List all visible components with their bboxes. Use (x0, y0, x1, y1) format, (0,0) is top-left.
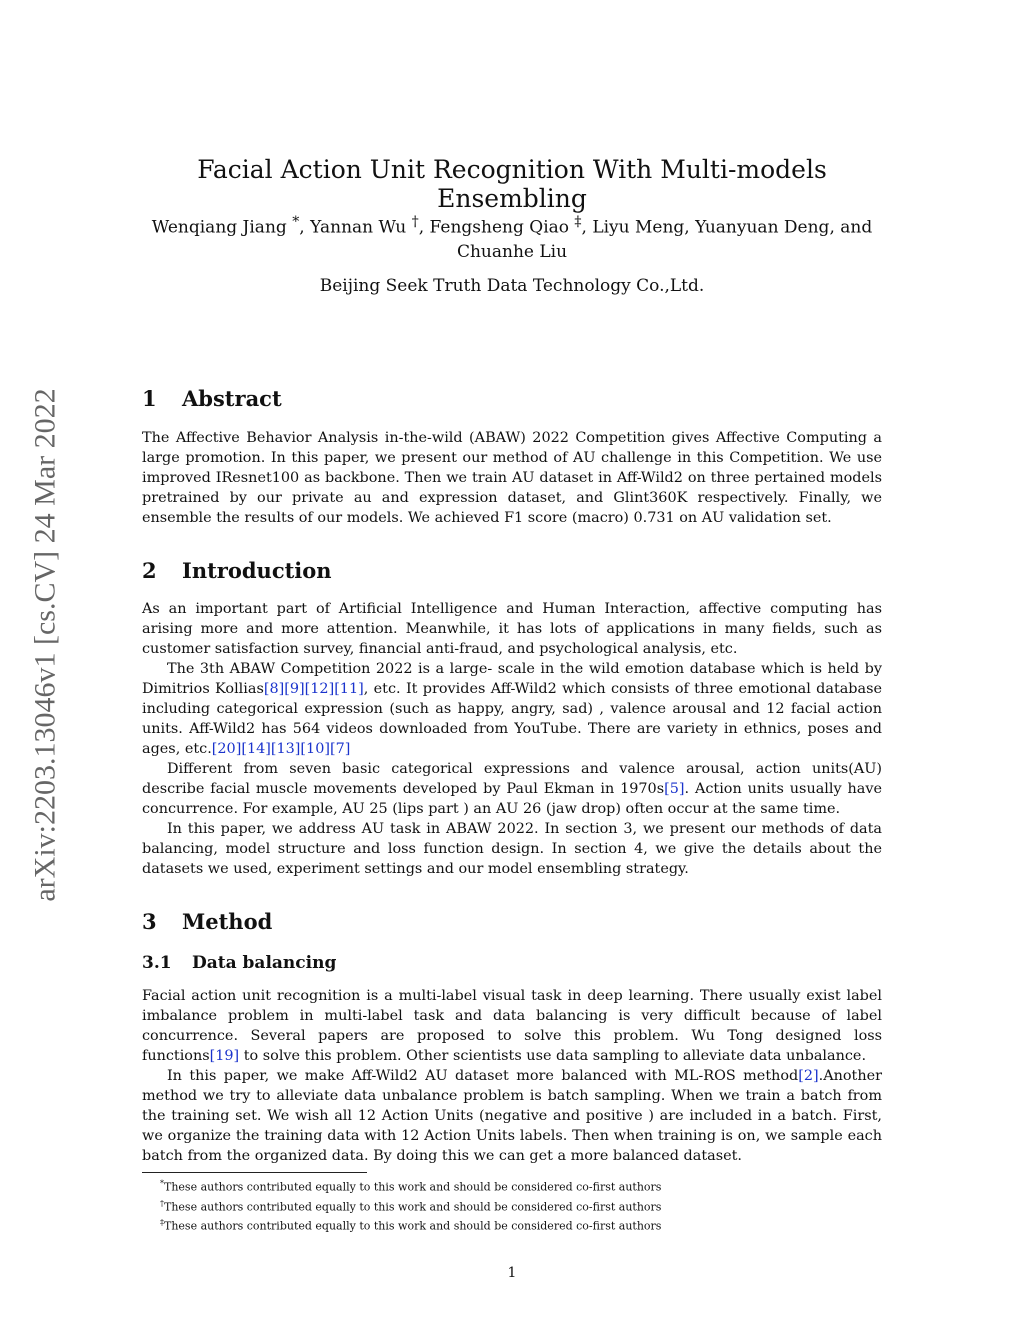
footnote-mark: ‡ (160, 1218, 164, 1228)
section-title: Introduction (182, 558, 332, 583)
citation-link[interactable]: [9] (284, 681, 305, 697)
intro-paragraph-1: As an important part of Artificial Intelligence and Human Interaction, affective computing has arising more and more attention. Meanwhile, it has lots of applications in many fields, such as customer satisfaction survey, financial anti-fraud, and psychological analysis, etc. (142, 601, 882, 657)
arxiv-identifier: arXiv:2203.13046v1 [cs.CV] 24 Mar 2022 (28, 388, 62, 902)
citation-link[interactable]: [8] (263, 681, 285, 697)
intro-paragraph-3: Different from seven basic categorical expressions and valence arousal, action units(AU) describe facial muscle movements developed by Paul Ekman in 1970s[5]. Action units usually have concurrence. For example, AU 25 (lips part ) an AU 26 (jaw drop) often occur at the same time. (142, 761, 883, 817)
citation-link[interactable]: [19] (209, 1048, 240, 1064)
section-number: 3 (142, 909, 157, 934)
affiliation: Beijing Seek Truth Data Technology Co.,Ltd. (319, 276, 705, 296)
citation-link[interactable]: [7] (329, 741, 351, 757)
citation-link[interactable]: [10] (300, 741, 330, 757)
footnote: †These authors contributed equally to this work and should be considered co-first authors (160, 1198, 662, 1214)
citation-link[interactable]: [11] (334, 681, 364, 697)
citation-link[interactable]: [2] (798, 1068, 819, 1084)
footnote: ‡These authors contributed equally to this work and should be considered co-first authors (160, 1218, 662, 1233)
author-name: Yannan Wu (310, 217, 407, 238)
footnote-mark: * (160, 1179, 164, 1188)
citation-link[interactable]: [12] (304, 681, 335, 697)
subsection-title: Data balancing (192, 953, 337, 973)
citation-link[interactable]: [13] (270, 741, 301, 757)
paper-title: Facial Action Unit Recognition With Multi-models Ensembling (197, 155, 827, 213)
citation-link[interactable]: [14] (241, 741, 271, 757)
section-title: Abstract (182, 386, 282, 411)
subsection-heading-data-balancing (142, 953, 336, 973)
section-heading-method (142, 909, 272, 934)
author-list: Wenqiang Jiang *, Yannan Wu †, Fengsheng Qiao ‡, Liyu Meng, Yuanyuan Deng, and Chuanhe Liu (151, 214, 873, 262)
page-number: 1 (507, 1265, 517, 1281)
section-heading-abstract (142, 386, 282, 411)
author-name: Wenqiang Jiang (151, 217, 287, 238)
author-name: Fengsheng Qiao (429, 217, 570, 238)
footnote-divider (142, 1172, 367, 1173)
author-footnote-mark: † (411, 214, 419, 230)
section-number: 1 (142, 386, 157, 411)
citation-link[interactable]: [20] (211, 741, 242, 757)
author-footnote-mark: * (292, 214, 300, 230)
citation-link[interactable]: [5] (664, 781, 685, 797)
arxiv-identifier-strip (8, 345, 83, 945)
abstract-paragraph: The Affective Behavior Analysis in-the-wild (ABAW) 2022 Competition gives Affective Computing a large promotion. In this paper, we present our method of AU challenge in this Competition. We use improved IResnet100 as backbone. Then we train AU dataset in Aff-Wild2 on three pertained models pretrained by our private au and expression dataset, and Glint360K respectively. Finally, we ensemble the results of our models. We achieved F1 score (macro) 0.731 on AU validation set. (142, 430, 882, 526)
data-balancing-body (142, 986, 882, 1166)
balancing-paragraph-1: Facial action unit recognition is a multi-label visual task in deep learning. There usually exist label imbalance problem in multi-label task and data balancing is very difficult because of label concurrence. Several papers are proposed to solve this problem. Wu Tong designed loss functions[19] to solve this problem. Other scientists use data sampling to alleviate data unbalance. (142, 988, 882, 1064)
author-name: Chuanhe Liu (456, 241, 568, 262)
footnotes (160, 1176, 880, 1235)
section-heading-introduction (142, 558, 332, 583)
introduction-body (142, 599, 882, 879)
balancing-paragraph-2: In this paper, we make Aff-Wild2 AU dataset more balanced with ML-ROS method[2].Another method we try to alleviate data unbalance problem is batch sampling. When we train a batch from the training set. We wish all 12 Action Units (negative and positive ) are included in a batch. First, we organize the training data with 12 Action Units labels. Then when training is on, we sample each batch from the organized data. By doing this we can get a more balanced dataset. (142, 1068, 882, 1164)
intro-paragraph-2: The 3th ABAW Competition 2022 is a large- scale in the wild emotion database which is held by Dimitrios Kollias[8][9][12][11], etc. It provides Aff-Wild2 which consists of three emotional database including categorical expression (such as happy, angry, sad) , valence arousal and 12 facial action units. Aff-Wild2 has 564 videos downloaded from YouTube. There are variety in ethnics, poses and ages, etc.[20][14][13][10][7] (142, 661, 883, 757)
subsection-number: 3.1 (142, 953, 172, 973)
author-footnote-mark: ‡ (574, 214, 582, 230)
section-number: 2 (142, 558, 157, 583)
footnote: *These authors contributed equally to this work and should be considered co-first authors (160, 1179, 662, 1194)
section-title: Method (182, 909, 273, 934)
author-names-rest: Liyu Meng, Yuanyuan Deng, and (592, 217, 873, 238)
intro-paragraph-4: In this paper, we address AU task in ABAW 2022. In section 3, we present our methods of data balancing, model structure and loss function design. In section 4, we give the details about the datasets we used, experiment settings and our model ensembling strategy. (142, 821, 882, 877)
footnote-mark: † (160, 1198, 164, 1208)
